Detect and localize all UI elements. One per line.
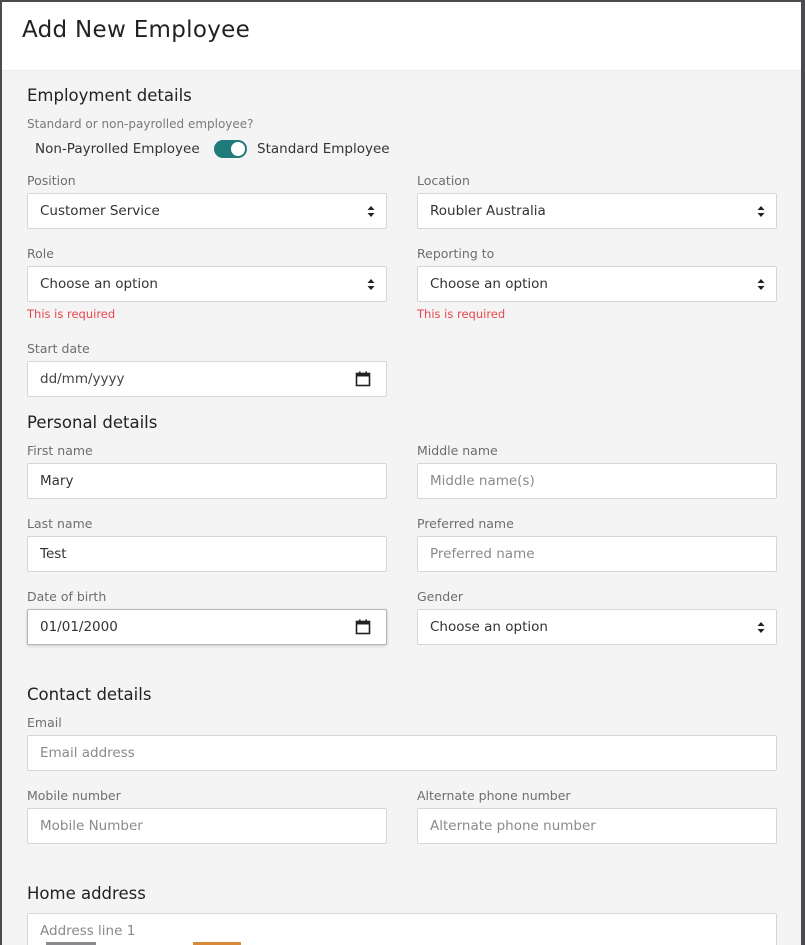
start-date-placeholder: dd/mm/yyyy [40, 371, 125, 387]
role-label: Role [27, 246, 54, 261]
location-select[interactable] [417, 193, 777, 229]
select-arrows-icon [757, 205, 765, 218]
add-employee-modal [2, 2, 801, 945]
home-address-title: Home address [27, 884, 146, 903]
role-error: This is required [27, 307, 116, 321]
role-select[interactable] [27, 266, 387, 302]
select-arrows-icon [367, 205, 375, 218]
preferred-name-input[interactable] [417, 536, 777, 572]
modal-header [2, 2, 801, 71]
gender-value: Choose an option [430, 619, 548, 635]
position-select[interactable] [27, 193, 387, 229]
non-payrolled-label: Non-Payrolled Employee [35, 141, 200, 157]
employee-type-question: Standard or non-payrolled employee? [27, 117, 254, 131]
alternate-phone-placeholder: Alternate phone number [430, 818, 596, 834]
mobile-label: Mobile number [27, 788, 121, 803]
preferred-name-placeholder: Preferred name [430, 546, 535, 562]
email-label: Email [27, 715, 62, 730]
reporting-to-error: This is required [417, 307, 506, 321]
mobile-placeholder: Mobile Number [40, 818, 143, 834]
employment-details-title: Employment details [27, 86, 192, 105]
first-name-input[interactable] [27, 463, 387, 499]
email-input[interactable] [27, 735, 777, 771]
mobile-input[interactable] [27, 808, 387, 844]
alternate-phone-input[interactable] [417, 808, 777, 844]
start-date-input[interactable] [27, 361, 387, 397]
location-value: Roubler Australia [430, 203, 546, 219]
first-name-value: Mary [40, 473, 74, 489]
first-name-label: First name [27, 443, 93, 458]
last-name-input[interactable] [27, 536, 387, 572]
address-line1-placeholder: Address line 1 [40, 923, 136, 939]
dob-label: Date of birth [27, 589, 107, 604]
dob-input[interactable] [27, 609, 387, 645]
reporting-to-value: Choose an option [430, 276, 548, 292]
start-date-label: Start date [27, 341, 90, 356]
toggle-knob [231, 142, 245, 156]
role-value: Choose an option [40, 276, 158, 292]
position-value: Customer Service [40, 203, 160, 219]
calendar-icon[interactable] [355, 619, 371, 635]
contact-details-title: Contact details [27, 685, 152, 704]
select-arrows-icon [367, 278, 375, 291]
gender-label: Gender [417, 589, 464, 604]
gender-select[interactable] [417, 609, 777, 645]
dob-value: 01/01/2000 [40, 619, 118, 635]
email-placeholder: Email address [40, 745, 135, 761]
reporting-to-label: Reporting to [417, 246, 495, 261]
personal-details-title: Personal details [27, 413, 158, 432]
reporting-to-select[interactable] [417, 266, 777, 302]
modal-title: Add New Employee [22, 17, 251, 43]
select-arrows-icon [757, 621, 765, 634]
last-name-label: Last name [27, 516, 93, 531]
alternate-phone-label: Alternate phone number [417, 788, 571, 803]
employee-type-toggle[interactable] [214, 140, 247, 158]
preferred-name-label: Preferred name [417, 516, 514, 531]
last-name-value: Test [40, 546, 67, 562]
select-arrows-icon [757, 278, 765, 291]
middle-name-placeholder: Middle name(s) [430, 473, 535, 489]
address-line1-input[interactable] [27, 913, 777, 945]
location-label: Location [417, 173, 470, 188]
middle-name-label: Middle name [417, 443, 498, 458]
calendar-icon[interactable] [355, 371, 371, 387]
standard-employee-label: Standard Employee [257, 141, 390, 157]
position-label: Position [27, 173, 76, 188]
middle-name-input[interactable] [417, 463, 777, 499]
